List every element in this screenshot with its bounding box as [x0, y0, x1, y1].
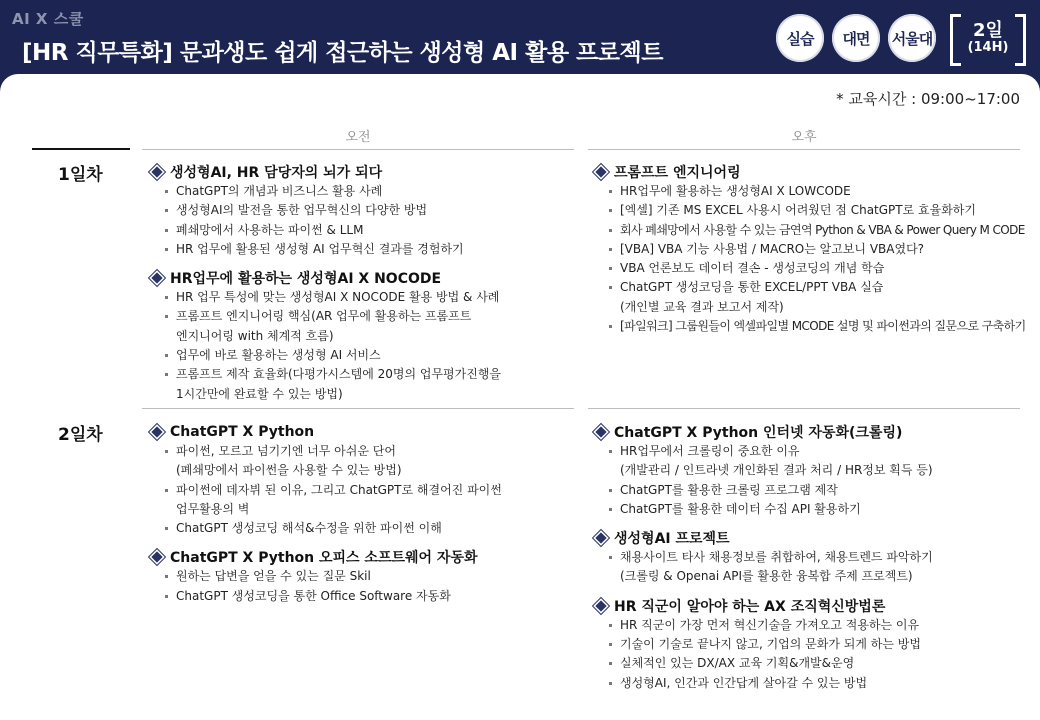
list-item: 파이썬, 모르고 넘기기엔 너무 아쉬운 단어: [150, 442, 570, 461]
section-heading: [594, 596, 1014, 616]
column-rule-am: [142, 149, 574, 150]
section-heading: [150, 422, 570, 442]
list-item: 생성형AI의 발전을 통한 업무혁신의 다양한 방법: [150, 201, 570, 220]
list-item-continuation: (크롤링 & Openai API를 활용한 융복합 주제 프로젝트): [620, 569, 913, 584]
section-heading-text: 생성형AI 프로젝트: [614, 531, 730, 548]
list-item: 폐쇄망에서 사용하는 파이썬 & LLM: [150, 221, 570, 240]
list-item: 채용사이트 타사 채용정보를 취합하여, 채용트렌드 파악하기: [594, 548, 1014, 567]
list-item: ChatGPT를 활용한 크롤링 프로그램 제작: [594, 481, 1014, 500]
day2-pm-block: [594, 422, 1014, 693]
section-heading: [594, 528, 1014, 548]
section-heading: [594, 162, 1014, 182]
list-item: 기술이 기술로 끝나지 않고, 기업의 문화가 되게 하는 방법: [594, 635, 1014, 654]
list-item: HR업무에서 크롤링이 중요한 이유: [594, 442, 1014, 461]
list-item: HR 직군이 가장 먼저 혁신기술을 가져오고 적용하는 이유: [594, 616, 1014, 635]
day1-pm-block: [594, 162, 1026, 336]
section-heading-text: HR업무에 활용하는 생성형AI X NOCODE: [170, 271, 442, 288]
list-item-continuation: (개발관리 / 인트라넷 개인화된 결과 처리 / HR정보 획득 등): [620, 463, 933, 478]
list-item: 업무에 바로 활용하는 생성형 AI 서비스: [150, 346, 570, 365]
list-item: ChatGPT 생성코딩을 통한 EXCEL/PPT VBA 실습: [594, 278, 1014, 297]
section-heading-text: HR 직군이 알아야 하는 AX 조직혁신방법론: [614, 598, 886, 615]
diamond-bullet-icon: [151, 166, 162, 177]
column-header-pm: 오후: [791, 130, 817, 145]
diamond-bullet-icon: [151, 552, 162, 563]
diamond-bullet-icon: [151, 426, 162, 437]
section-heading-text: 생성형AI, HR 담당자의 뇌가 되다: [170, 165, 383, 181]
list-item: 프롬프트 제작 효율화(다평가시스템에 20명의 업무평가진행을: [150, 365, 570, 384]
badge-offline: 대면: [832, 14, 880, 62]
brand-label: AI X 스쿨: [12, 10, 84, 28]
column-header-am: 오전: [345, 130, 371, 145]
list-item: HR 업무에 활용된 생성형 AI 업무혁신 결과를 경험하기: [150, 240, 570, 259]
diamond-bullet-icon: [595, 533, 606, 544]
list-item: [엑셀] 기존 MS EXCEL 사용시 어려웠던 점 ChatGPT로 효율화하기: [594, 201, 1014, 220]
list-item: 프롬프트 엔지니어링 핵심(AR 업무에 활용하는 프롬프트: [150, 307, 570, 326]
duration-hours: (14H): [967, 40, 1009, 55]
header: [0, 0, 1040, 78]
day-column-rule: [32, 148, 130, 150]
page-title: [HR 직무특화] 문과생도 쉽게 접근하는 생성형 AI 활용 프로젝트: [22, 40, 663, 66]
diamond-bullet-icon: [595, 600, 606, 611]
list-item: HR 업무 특성에 맞는 생성형AI X NOCODE 활용 방법 & 사례: [150, 288, 570, 307]
section-heading: [150, 268, 570, 288]
day1-am-block: [150, 162, 570, 404]
section-heading: [594, 422, 1014, 442]
badge-location: 서울대: [888, 14, 936, 62]
day-divider-pm: [588, 408, 1020, 409]
section-heading-text: ChatGPT X Python 인터넷 자동화(크롤링): [614, 425, 903, 441]
section-heading-text: ChatGPT X Python: [170, 424, 315, 440]
list-item-continuation: 업무활용의 벽: [176, 501, 250, 516]
list-item: 생성형AI, 인간과 인간답게 살아갈 수 있는 방법: [594, 674, 1014, 693]
list-item: 회사 폐쇄망에서 사용할 수 있는 금연역 Python & VBA & Power Query M CODE: [594, 221, 1014, 240]
list-item: ChatGPT의 개념과 비즈니스 활용 사례: [150, 182, 570, 201]
section-heading-text: ChatGPT X Python 오피스 소프트웨어 자동화: [170, 550, 478, 567]
diamond-bullet-icon: [595, 426, 606, 437]
day1-label: 1일차: [58, 165, 103, 185]
list-item: ChatGPT를 활용한 데이터 수집 API 활용하기: [594, 500, 1014, 519]
list-item-continuation: (폐쇄망에서 파이썬을 사용할 수 있는 방법): [176, 463, 402, 478]
list-item: 원하는 답변을 얻을 수 있는 질문 Skil: [150, 567, 570, 586]
list-item: 파이썬에 데자뷔 된 이유, 그리고 ChatGPT로 해결어진 파이썬: [150, 481, 570, 500]
list-item: 실체적인 있는 DX/AX 교육 기획&개발&운영: [594, 654, 1014, 673]
diamond-bullet-icon: [595, 166, 606, 177]
list-item: [VBA] VBA 기능 사용법 / MACRO는 알고보니 VBA였다?: [594, 240, 1014, 259]
list-item-continuation: (개인별 교육 결과 보고서 제작): [620, 299, 784, 314]
content-card: [0, 74, 1040, 720]
list-item: [파일워크] 그룹원들이 엑셀파일별 MCODE 설명 및 파이썬과의 질문으로 구축하기: [594, 317, 1014, 336]
duration-days: 2일: [973, 20, 1003, 41]
list-item: ChatGPT 생성코딩 해석&수정을 위한 파이썬 이해: [150, 519, 570, 538]
day2-am-block: [150, 422, 570, 606]
section-heading: [150, 162, 570, 182]
diamond-bullet-icon: [151, 273, 162, 284]
list-item: HR업무에 활용하는 생성형AI X LOWCODE: [594, 182, 1014, 201]
badge-group: [776, 14, 936, 62]
column-rule-pm: [588, 149, 1020, 150]
list-item-continuation: 엔지니어링 with 체계적 흐름): [176, 328, 334, 343]
day2-label: 2일차: [58, 425, 103, 445]
duration-box: [950, 14, 1026, 62]
badge-practice: 실습: [776, 14, 824, 62]
list-item: ChatGPT 생성코딩을 통한 Office Software 자동화: [150, 587, 570, 606]
list-item: VBA 언론보도 데이터 결손 - 생성코딩의 개념 학습: [594, 259, 1014, 278]
section-heading-text: 프롬프트 엔지니어링: [614, 165, 741, 181]
schedule-note: * 교육시간 : 09:00~17:00: [836, 90, 1020, 108]
list-item-continuation: 1시간만에 완료할 수 있는 방법): [176, 386, 343, 401]
section-heading: [150, 547, 570, 567]
day-divider-am: [142, 408, 574, 409]
